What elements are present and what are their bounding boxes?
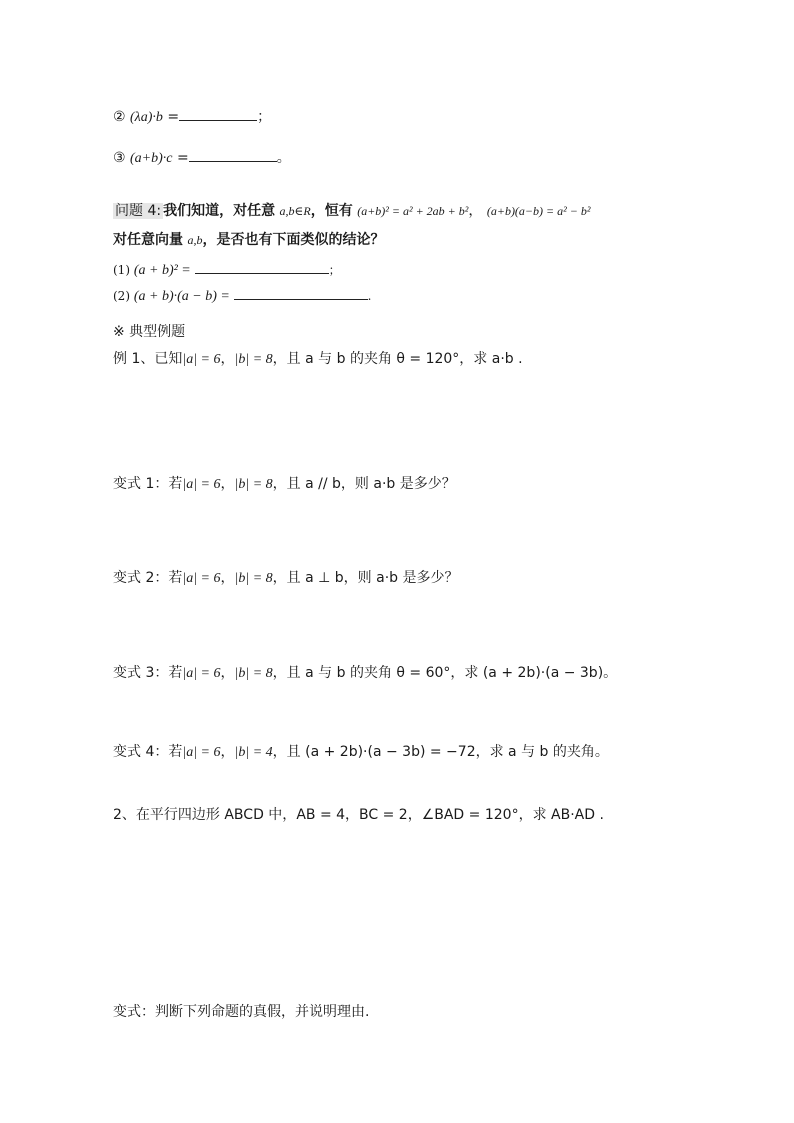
variant-final: 变式：判断下列命题的真假，并说明理由. <box>113 1004 370 1020</box>
problem-4-label: 问题 4: <box>115 203 162 219</box>
variant-4-condition-a: |a| = 6 <box>182 745 221 760</box>
variant-2-condition-a: |a| = 6 <box>182 571 221 586</box>
item-3-equals: = <box>176 150 189 166</box>
answer-blank-2[interactable] <box>179 106 257 121</box>
variant-3-label: 变式 3：若 <box>113 665 183 681</box>
problem-4-vectors: a,b <box>187 233 203 247</box>
variant-1-sep: ， <box>220 476 235 492</box>
answer-blank-sub1[interactable] <box>195 259 329 274</box>
subquestion-1-expression: (a + b)² = <box>133 263 191 278</box>
variant-1-condition-b: |b| = 8 <box>234 477 273 492</box>
answer-blank-3[interactable] <box>189 147 277 162</box>
example-1-sep: ， <box>220 351 235 367</box>
variant-2-label: 变式 2：若 <box>113 570 183 586</box>
subquestion-2-label: (2) <box>113 289 130 303</box>
variant-3 <box>113 663 617 684</box>
problem-4-line-2-text: 对任意向量 <box>113 232 183 248</box>
variant-3-condition-a: |a| = 6 <box>182 666 221 681</box>
answer-blank-sub2[interactable] <box>234 285 368 300</box>
variant-1 <box>113 474 456 495</box>
example-1-label: 例 1、已知 <box>113 351 183 367</box>
variant-2-text: ，且 a ⊥ b，则 a·b 是多少？ <box>272 570 459 586</box>
variant-2-sep: ， <box>220 570 235 586</box>
example-1-text: ，且 a 与 b 的夹角 θ = 120°，求 a·b . <box>272 351 523 367</box>
variant-4-text: ，且 (a + 2b)·(a − 3b) = −72，求 a 与 b 的夹角。 <box>272 744 609 760</box>
variant-3-sep: ， <box>220 665 235 681</box>
subquestion-2 <box>113 285 371 307</box>
example-1-condition-b: |b| = 8 <box>234 352 273 367</box>
item-2-marker: ② <box>113 109 126 125</box>
variant-4-label: 变式 4：若 <box>113 744 183 760</box>
subquestion-2-end: . <box>367 289 372 303</box>
example-2-text: AB = 4，BC = 2，∠BAD = 120°，求 AB·AD . <box>296 807 604 823</box>
formula-square: (a+b)² = a² + 2ab + b² <box>357 204 469 218</box>
item-2 <box>113 106 271 128</box>
example-2 <box>113 805 604 825</box>
problem-4-text: 我们知道，对任意 <box>163 203 276 219</box>
example-2-label: 2、在平行四边形 ABCD 中， <box>113 807 297 823</box>
item-3-marker: ③ <box>113 150 126 166</box>
subquestion-1-label: (1) <box>113 263 130 277</box>
variant-4 <box>113 742 609 763</box>
variant-1-label: 变式 1：若 <box>113 476 183 492</box>
formula-separator: ， <box>468 203 483 219</box>
variant-2 <box>113 568 459 589</box>
example-1-condition-a: |a| = 6 <box>182 352 221 367</box>
item-3 <box>113 147 291 169</box>
example-1 <box>113 349 523 370</box>
subquestion-1-end: ； <box>328 263 341 277</box>
variant-1-condition-a: |a| = 6 <box>182 477 221 492</box>
formula-difference: (a+b)(a−b) = a² − b² <box>486 204 591 218</box>
variant-4-condition-b: |b| = 4 <box>234 745 273 760</box>
variant-1-text: ，且 a // b，则 a·b 是多少？ <box>272 476 456 492</box>
item-3-end: 。 <box>276 150 291 166</box>
item-2-end: ； <box>257 109 272 125</box>
item-2-equals: = <box>167 109 180 125</box>
subquestion-1 <box>113 259 341 281</box>
item-3-expression: (a+b)·c <box>130 151 173 166</box>
problem-4-line-2 <box>113 230 384 250</box>
item-2-expression: (λa)·b <box>130 110 163 125</box>
problem-4-text-2: ，恒有 <box>310 203 353 219</box>
problem-4-variables: a,b∈R <box>279 204 311 218</box>
problem-4-line-2-end: ，是否也有下面类似的结论？ <box>202 232 385 248</box>
variant-3-condition-b: |b| = 8 <box>234 666 273 681</box>
variant-2-condition-b: |b| = 8 <box>234 571 273 586</box>
problem-4-line-1 <box>113 201 590 221</box>
subquestion-2-expression: (a + b)·(a − b) = <box>133 289 230 304</box>
examples-header: ※ 典型例题 <box>113 324 186 340</box>
variant-3-text: ，且 a 与 b 的夹角 θ = 60°，求 (a + 2b)·(a − 3b)。 <box>272 665 618 681</box>
variant-4-sep: ， <box>220 744 235 760</box>
